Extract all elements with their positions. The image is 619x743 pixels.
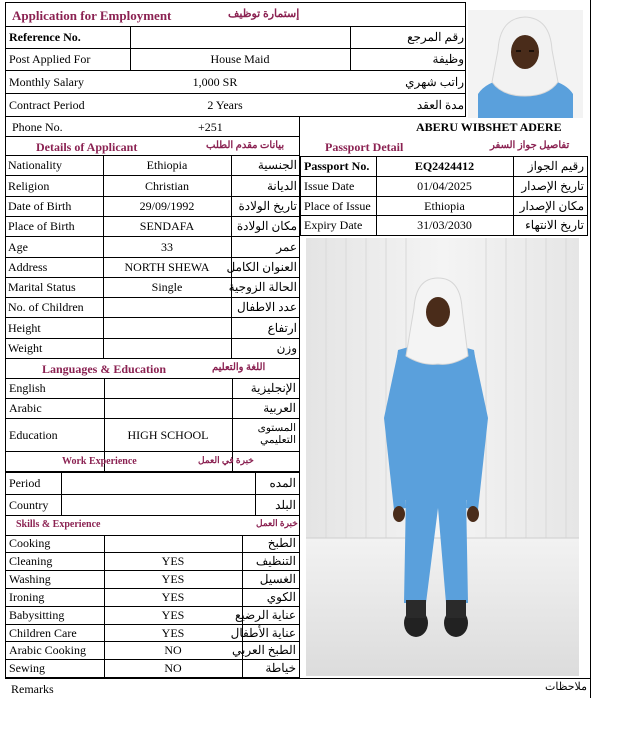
row-label-arabic: الكوي — [266, 590, 296, 604]
table-row — [6, 553, 299, 571]
passport-table — [300, 156, 588, 236]
row-value — [104, 399, 232, 418]
row-value: Ethiopia — [424, 198, 465, 213]
table-row — [5, 156, 300, 176]
row-value — [103, 298, 231, 317]
form-title: Application for Employment — [12, 8, 172, 23]
applicant-name: ABERU WIBSHET ADERE — [416, 120, 562, 134]
row-label: English — [9, 380, 46, 395]
table-row — [6, 607, 299, 625]
row-label-arabic: مدة العقد — [416, 98, 464, 112]
passport-heading-arabic: تفاصيل جواز السفر — [490, 140, 570, 151]
row-label: Cleaning — [9, 554, 53, 568]
remarks-label: Remarks — [11, 682, 54, 696]
row-label-arabic: الحالة الزوجية — [228, 280, 297, 294]
skills-heading: Skills & Experience — [16, 519, 101, 530]
row-label: Contract Period — [9, 98, 85, 112]
row-value: 31/03/2030 — [417, 218, 472, 232]
row-value: NORTH SHEWA — [124, 260, 210, 274]
row-value — [104, 535, 242, 552]
table-row — [5, 339, 300, 359]
table-row — [5, 278, 300, 298]
row-label: Period — [9, 476, 41, 490]
row-label-arabic: وزن — [276, 341, 297, 355]
skills-heading-arabic: خبرة العمل — [256, 518, 298, 528]
table-row — [5, 176, 300, 197]
row-label: Education — [9, 427, 58, 442]
table-row — [6, 571, 299, 589]
remarks-label-arabic: ملاحظات — [545, 681, 587, 693]
row-value — [130, 26, 350, 48]
table-row — [6, 26, 465, 49]
row-label-arabic: رقيم الجواز — [527, 159, 584, 173]
row-label: Washing — [9, 572, 51, 586]
row-label-arabic: الطبخ — [267, 536, 296, 550]
table-row — [6, 419, 299, 452]
row-label-arabic: المستوى التعليمي — [257, 423, 296, 446]
table-row — [6, 49, 465, 71]
row-label-arabic: الإنجليزية — [250, 380, 296, 395]
applicant-portrait-photo — [468, 10, 583, 118]
row-value: SENDAFA — [139, 219, 195, 233]
table-row — [6, 378, 299, 399]
phone-row — [5, 117, 300, 137]
row-label: Nationality — [8, 158, 62, 172]
remarks-row — [5, 678, 590, 698]
languages-heading-arabic: اللغة والتعليم — [212, 362, 266, 373]
row-label: Reference No. — [9, 29, 81, 44]
languages-heading: Languages & Education — [42, 362, 167, 376]
top-info-table — [5, 26, 466, 117]
row-value: YES — [161, 625, 185, 640]
row-label-arabic: عمر — [276, 239, 297, 254]
table-row — [5, 237, 300, 258]
row-label: No. of Children — [8, 300, 84, 314]
row-label: Arabic — [9, 401, 42, 415]
row-value — [61, 495, 255, 515]
row-value: Ethiopia — [146, 158, 188, 172]
passport-section — [300, 137, 590, 237]
row-label-arabic: خياطة — [265, 661, 296, 675]
row-value: YES — [161, 590, 185, 604]
table-row — [6, 94, 465, 117]
row-label-arabic: عناية الأطفال — [230, 625, 296, 640]
row-label-arabic: العربية — [263, 401, 296, 415]
row-label: Country — [9, 497, 49, 512]
table-row — [6, 625, 299, 642]
table-row — [5, 258, 300, 278]
work-heading-arabic: خبرة في العمل — [198, 455, 254, 465]
row-value: 29/09/1992 — [139, 199, 195, 213]
row-label: Address — [8, 260, 48, 274]
row-label: Children Care — [9, 625, 77, 640]
row-label: Date of Birth — [8, 199, 72, 213]
row-value: Christian — [145, 178, 189, 193]
row-label: Age — [8, 239, 28, 254]
row-label-arabic: مكان الإصدار — [519, 198, 584, 213]
row-label: Babysitting — [9, 608, 65, 622]
row-label-arabic: عدد الاطفال — [237, 300, 297, 314]
row-label: Place of Issue — [304, 198, 371, 213]
row-value: YES — [161, 608, 185, 622]
applicant-full-body-photo — [306, 238, 579, 676]
row-label: Ironing — [9, 590, 45, 604]
row-label-arabic: الجنسية — [257, 158, 297, 172]
phone-value: +251 — [198, 120, 223, 134]
row-label-arabic: الطبخ العربي — [232, 643, 296, 657]
row-value — [103, 318, 231, 338]
row-label-arabic: تاريخ الانتهاء — [525, 218, 584, 232]
row-value: 2 Years — [207, 98, 243, 112]
row-label-arabic: المده — [269, 476, 296, 490]
passport-heading: Passport Detail — [325, 140, 404, 154]
table-row — [6, 495, 299, 516]
row-label-arabic: البلد — [275, 497, 296, 512]
row-label: Arabic Cooking — [9, 643, 86, 657]
row-value — [104, 378, 232, 398]
table-row — [5, 298, 300, 318]
row-label-arabic: الديانة — [266, 178, 297, 193]
form-title-arabic: إستمارة توظيف — [228, 8, 300, 20]
row-label: Religion — [8, 178, 50, 193]
row-value: YES — [161, 554, 185, 568]
table-row — [6, 535, 299, 553]
work-heading: Work Experience — [62, 456, 137, 467]
row-label-arabic: مكان الولادة — [236, 219, 297, 233]
row-label: Issue Date — [304, 179, 355, 193]
languages-section — [5, 359, 300, 472]
table-row — [5, 217, 300, 237]
row-label-arabic: الغسيل — [259, 572, 296, 586]
row-value — [103, 339, 231, 358]
row-label-arabic: العنوان الكامل — [226, 260, 297, 274]
header-box — [5, 2, 466, 27]
applicant-heading-arabic: بيانات مقدم الطلب — [206, 140, 285, 151]
row-label: Sewing — [9, 661, 45, 675]
work-table — [5, 472, 300, 515]
applicant-heading: Details of Applicant — [36, 140, 138, 154]
row-value: House Maid — [210, 52, 270, 66]
row-value: 01/04/2025 — [417, 179, 472, 193]
table-row — [301, 157, 587, 177]
table-row — [301, 197, 587, 216]
table-row — [301, 216, 587, 235]
row-label-arabic: عناية الرضيع — [234, 608, 296, 622]
table-row — [6, 660, 299, 677]
skills-section — [5, 515, 300, 678]
row-value — [61, 473, 255, 494]
row-value: 33 — [161, 239, 173, 254]
row-value: NO — [164, 661, 182, 675]
row-value: 1,000 SR — [192, 74, 238, 89]
row-label-arabic: وظيفة — [432, 52, 464, 66]
row-label-arabic: تاريخ الولادة — [238, 199, 297, 213]
row-label: Post Applied For — [9, 52, 91, 66]
row-label: Height — [8, 320, 41, 335]
table-row — [5, 197, 300, 217]
table-row — [6, 589, 299, 607]
row-label-arabic: تاريخ الإصدار — [521, 179, 584, 193]
row-value: YES — [161, 572, 185, 586]
row-value: NO — [164, 643, 182, 657]
row-label: Cooking — [9, 536, 51, 550]
row-label: Weight — [8, 341, 43, 355]
row-label-arabic: راتب شهري — [405, 74, 464, 89]
row-value: Single — [151, 280, 183, 294]
phone-label: Phone No. — [12, 120, 63, 134]
row-label: Monthly Salary — [9, 74, 84, 89]
table-row — [5, 318, 300, 339]
table-row — [301, 177, 587, 197]
row-value: HIGH SCHOOL — [127, 427, 209, 442]
row-label: Expiry Date — [304, 218, 363, 232]
row-label-arabic: التنظيف — [255, 554, 296, 568]
table-row — [6, 473, 299, 495]
table-row — [6, 642, 299, 660]
row-label-arabic: ارتفاع — [267, 320, 297, 335]
row-label: Passport No. — [304, 159, 370, 173]
table-row — [6, 399, 299, 419]
applicant-table — [5, 156, 300, 359]
row-label-arabic: رقم المرجع — [407, 29, 464, 44]
row-value: EQ2424412 — [414, 159, 475, 173]
row-label: Place of Birth — [8, 219, 75, 233]
row-label: Marital Status — [8, 280, 76, 294]
table-row — [6, 71, 465, 94]
